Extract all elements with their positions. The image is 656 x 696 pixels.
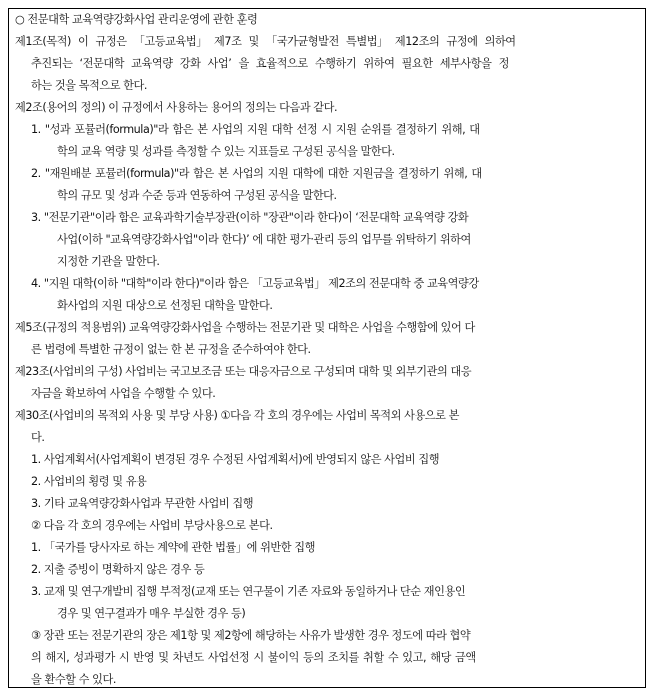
article-30-p2-item-2: 2. 지출 증빙이 명확하지 않은 경우 등 — [31, 563, 205, 576]
article-2-item-2-line-1: 2. "재원배분 포뮬러(formula)"라 함은 본 사업의 지원 대학에 대한 지원금을 결정하기 위해, 대 — [31, 167, 482, 180]
article-1-line-1: 제1조(목적) 이 규정은 「고등교육법」 제7조 및 「국가균형발전 특별법」 제12조의 규정에 의하여 — [15, 35, 516, 48]
article-30-line-2: 다. — [31, 431, 45, 444]
document-title: ○ 전문대학 교육역량강화사업 관리운영에 관한 훈령 — [15, 13, 258, 26]
article-2-item-3-line-2: 사업(이하 "교육역량강화사업"이라 한다)’ 에 대한 평가·관리 등의 업무를 위탁하기 위하여 — [57, 233, 471, 246]
article-30-p1-item-3: 3. 기타 교육역량강화사업과 무관한 사업비 집행 — [31, 497, 254, 510]
article-1-line-2: 추진되는 ‘전문대학 교육역량 강화 사업’ 을 효율적으로 수행하기 위하여 필요한 세부사항을 정 — [31, 57, 509, 70]
article-2-line-1: 제2조(용어의 정의) 이 규정에서 사용하는 용어의 정의는 다음과 같다. — [15, 101, 338, 114]
article-1-line-3: 하는 것을 목적으로 한다. — [31, 79, 147, 92]
article-23-line-2: 자금을 확보하여 사업을 수행할 수 있다. — [31, 387, 216, 400]
article-30-paragraph-3-line-2: 의 해지, 성과평가 시 반영 및 차년도 사업선정 시 불이익 등의 조치를 취할 수 있고, 해당 금액 — [31, 651, 476, 664]
article-30-p1-item-2: 2. 사업비의 횡령 및 유용 — [31, 475, 147, 488]
regulation-text-box — [8, 8, 646, 688]
article-30-paragraph-3-line-1: ③ 장관 또는 전문기관의 장은 제1항 및 제2항에 해당하는 사유가 발생한 경우 정도에 따라 협약 — [31, 629, 471, 642]
article-23-line-1: 제23조(사업비의 구성) 사업비는 국고보조금 또는 대응자금으로 구성되며 대학 및 외부기관의 대응 — [15, 365, 472, 378]
article-30-p1-item-1: 1. 사업계획서(사업계획이 변경된 경우 수정된 사업계획서)에 반영되지 않은 사업비 집행 — [31, 453, 440, 466]
article-2-item-4-line-1: 4. "지원 대학(이하 "대학"이라 한다)"이라 함은 「고등교육법」 제2조의 전문대학 중 교육역량강 — [31, 277, 479, 290]
article-2-item-1-line-2: 학의 교육 역량 및 성과를 측정할 수 있는 지표들로 구성된 공식을 말한다. — [57, 145, 395, 158]
article-5-line-1: 제5조(규정의 적용범위) 교육역량강화사업을 수행하는 전문기관 및 대학은 사업을 수행함에 있어 다 — [15, 321, 475, 334]
article-2-item-4-line-2: 화사업의 지원 대상으로 선정된 대학을 말한다. — [57, 299, 273, 312]
article-30-line-1: 제30조(사업비의 목적외 사용 및 부당 사용) ①다음 각 호의 경우에는 사업비 목적외 사용으로 본 — [15, 409, 459, 422]
article-30-paragraph-3-line-3: 을 환수할 수 있다. — [31, 673, 116, 686]
article-5-line-2: 른 법령에 특별한 규정이 없는 한 본 규정을 준수하여야 한다. — [31, 343, 311, 356]
article-2-item-3-line-1: 3. "전문기관"이라 함은 교육과학기술부장관(이하 "장관"이라 한다)이 ‘전문대학 교육역량 강화 — [31, 211, 469, 224]
article-2-item-1-line-1: 1. "성과 포뮬러(formula)"라 함은 본 사업의 지원 대학 선정 시 지원 순위를 결정하기 위해, 대 — [31, 123, 480, 136]
article-2-item-3-line-3: 지정한 기관을 말한다. — [57, 255, 160, 268]
article-30-p2-item-3-line-1: 3. 교재 및 연구개발비 집행 부적정(교재 또는 연구물이 기존 자료와 동일하거나 단순 재인용인 — [31, 585, 466, 598]
article-30-p2-item-3-line-2: 경우 및 연구결과가 매우 부실한 경우 등) — [57, 607, 246, 620]
article-2-item-2-line-2: 학의 규모 및 성과 수준 등과 연동하여 구성된 공식을 말한다. — [57, 189, 337, 202]
article-30-p2-item-1: 1. 「국가를 당사자로 하는 계약에 관한 법률」에 위반한 집행 — [31, 541, 315, 554]
article-30-paragraph-2: ② 다음 각 호의 경우에는 사업비 부당사용으로 본다. — [31, 519, 273, 532]
